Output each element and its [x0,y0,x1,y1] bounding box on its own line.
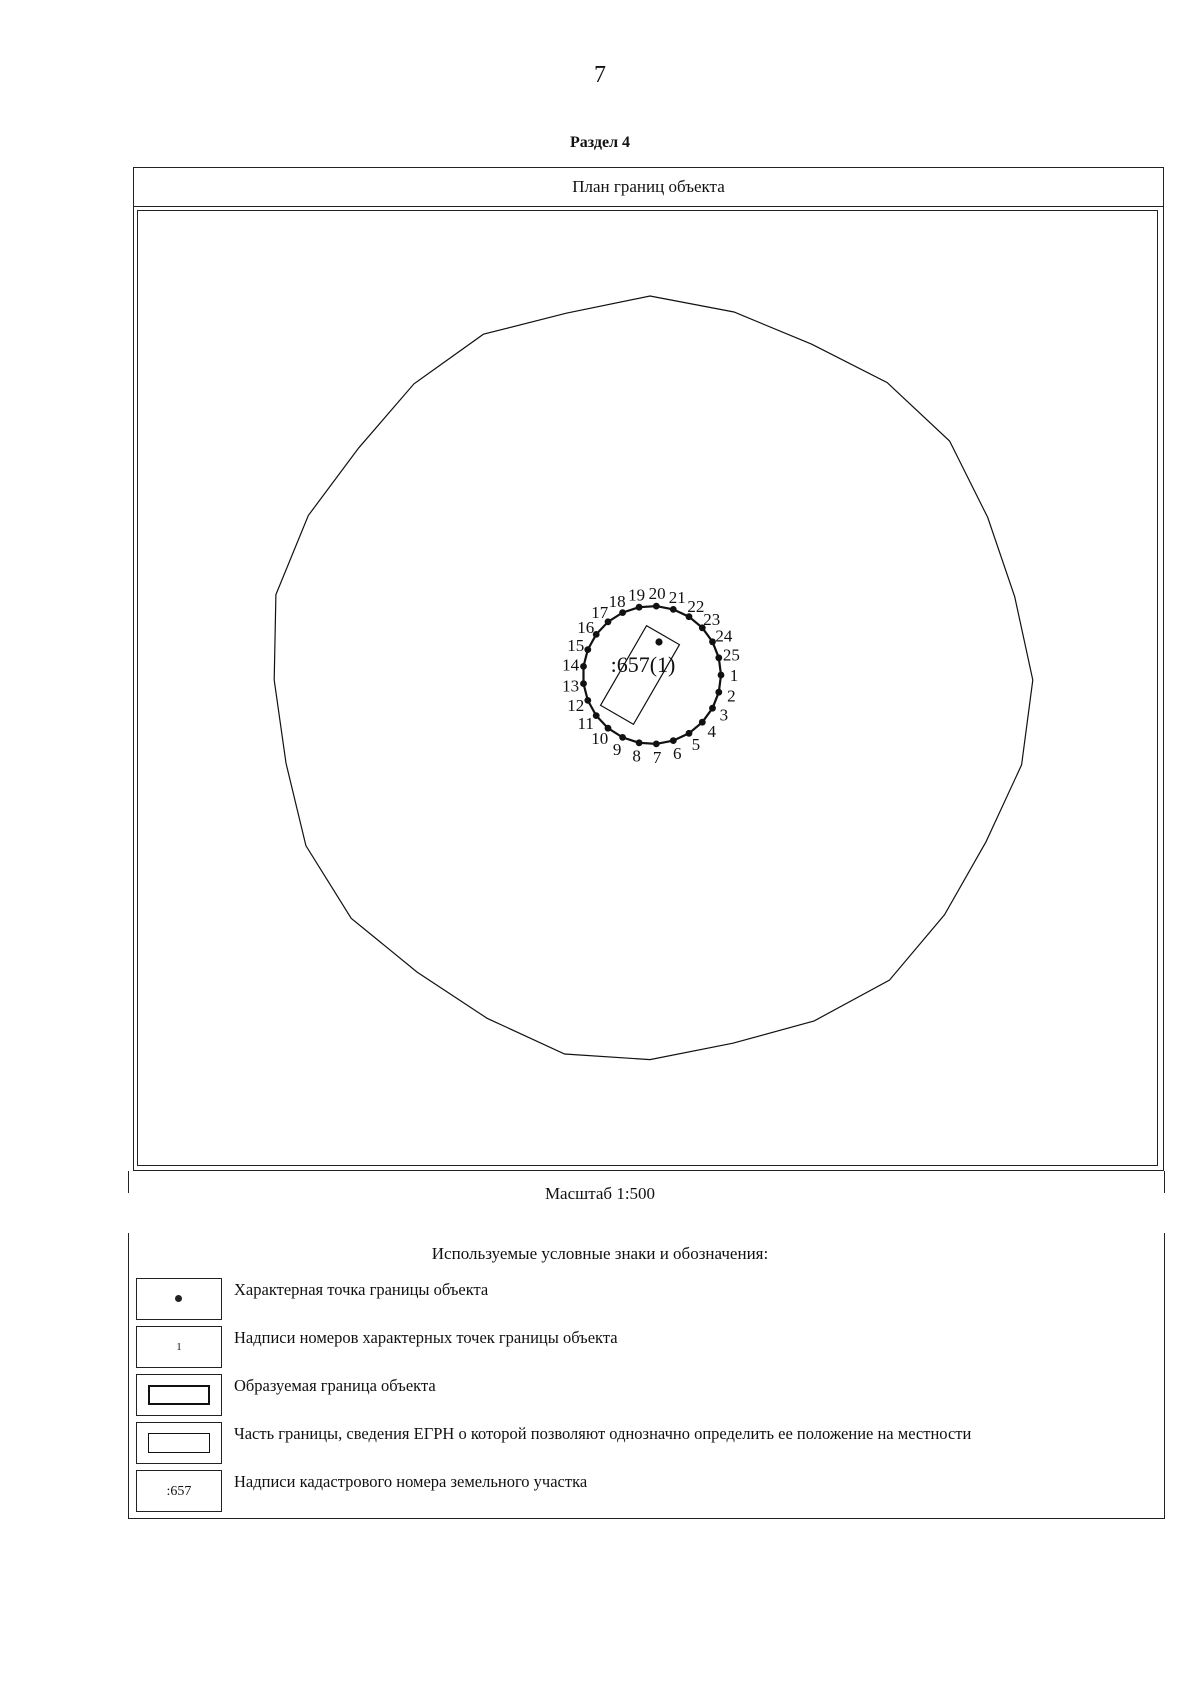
point-label-20: 20 [648,584,666,604]
legend-text-point: Характерная точка границы объекта [234,1280,489,1299]
boundary-point-3 [709,705,716,712]
scale-label: Масштаб 1:500 [544,1184,656,1203]
boundary-point-19 [636,604,643,611]
boundary-point-13 [580,680,587,687]
boundary-point-icon [175,1295,182,1302]
boundary-point-8 [636,739,643,746]
legend-symbol-cadastral [136,1470,222,1512]
point-label-18: 18 [608,591,626,611]
boundary-point-4 [699,719,706,726]
legend-title: Используемые условные знаки и обозначения: [431,1244,769,1263]
legend-symbol-new-boundary [136,1374,222,1416]
point-label-22: 22 [687,596,705,616]
boundary-point-2 [715,689,722,696]
point-number-sample: 1 [176,1341,182,1353]
point-label-21: 21 [668,588,686,607]
cadastral-sample: :657 [166,1484,192,1499]
legend-text-cadastral: Надписи кадастрового номера земельного участка [234,1472,588,1491]
boundary-point-12 [584,697,591,704]
legend-symbol-existing-boundary [136,1422,222,1464]
point-label-6: 6 [673,744,682,763]
point-label-10: 10 [591,729,609,749]
thin-boundary-icon [148,1433,210,1453]
point-label-1: 1 [729,666,739,685]
boundary-point-15 [584,646,591,653]
boundary-map [138,211,1159,1167]
legend-text-new-boundary: Образуемая граница объекта [234,1376,436,1395]
point-label-23: 23 [703,609,721,629]
legend-text-number: Надписи номеров характерных точек границы объекта [234,1328,618,1347]
plan-frame [133,167,1164,1171]
page-number: 7 [594,62,606,88]
legend-symbol-point [136,1278,222,1320]
thick-boundary-icon [148,1385,210,1405]
outer-zone-boundary [274,296,1033,1060]
point-label-19: 19 [628,585,646,605]
point-label-25: 25 [722,645,740,665]
point-label-2: 2 [727,686,736,706]
point-label-17: 17 [591,602,609,622]
point-label-4: 4 [707,722,717,742]
point-label-5: 5 [691,735,701,755]
point-label-9: 9 [612,740,622,760]
point-label-15: 15 [567,635,585,655]
point-label-24: 24 [715,626,733,646]
point-label-14: 14 [562,655,580,675]
point-label-7: 7 [652,747,662,767]
legend-symbol-number [136,1326,222,1368]
point-label-12: 12 [567,696,585,716]
section-title: Раздел 4 [569,134,631,151]
point-label-16: 16 [577,617,595,637]
boundary-point-6 [670,737,677,744]
boundary-point-14 [580,663,587,670]
legend-text-existing-boundary: Часть границы, сведения ЕГРН о которой позволяют однозначно определить ее положение на местности [234,1424,972,1443]
boundary-point-21 [670,606,677,613]
point-label-8: 8 [632,746,641,766]
parcel-centroid [655,638,662,645]
boundary-point-1 [718,672,725,679]
boundary-point-25 [715,654,722,661]
point-label-3: 3 [719,705,729,725]
plan-title: План границ объекта [134,168,1163,207]
boundary-point-7 [653,741,660,748]
map-area [137,210,1158,1166]
cadastral-label: :657(1) [610,652,676,677]
point-label-11: 11 [577,714,594,734]
point-label-13: 13 [562,676,580,696]
boundary-point-20 [653,603,660,610]
